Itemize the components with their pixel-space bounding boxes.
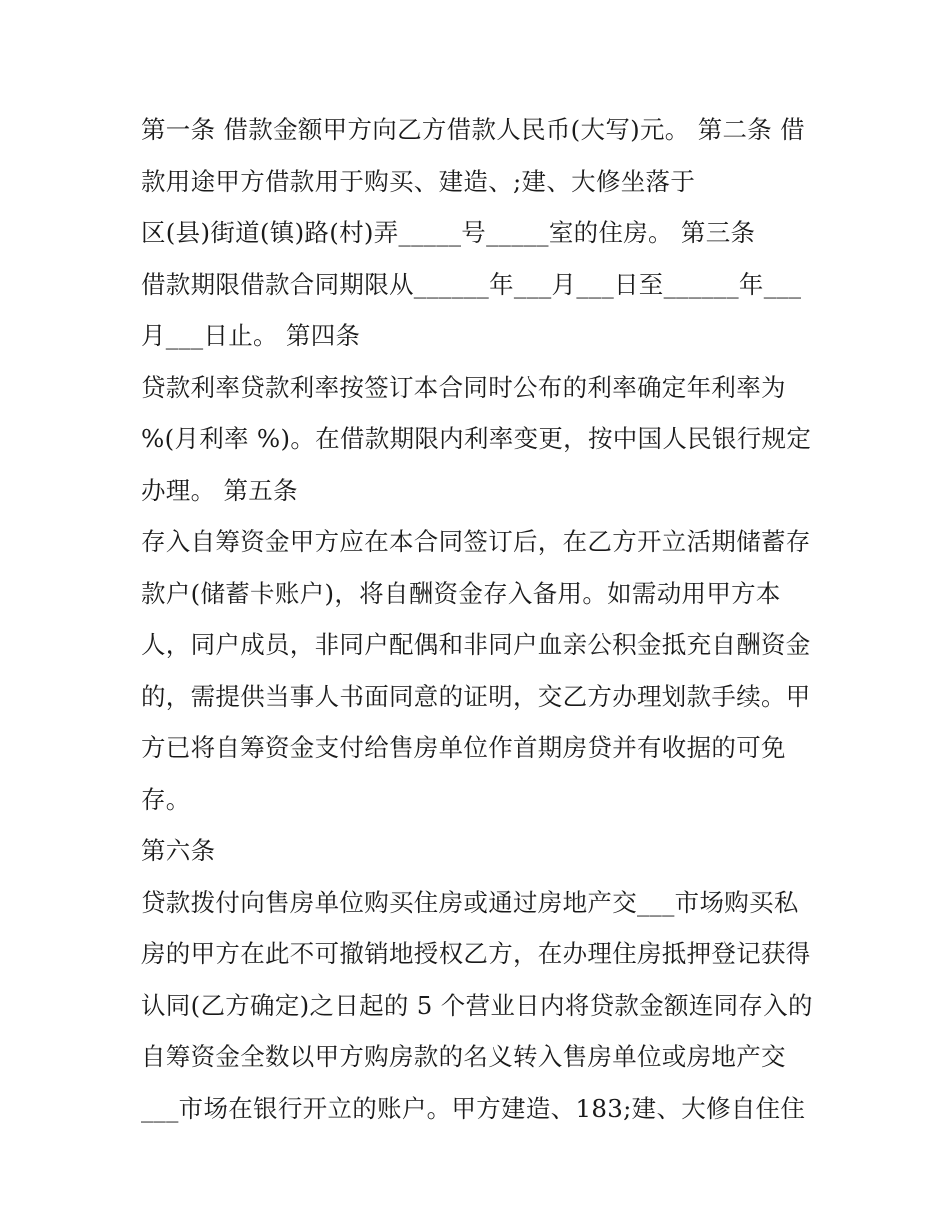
text-line: 方已将自筹资金支付给售房单位作首期房贷并有收据的可免 — [141, 733, 786, 762]
text-line: 贷款利率贷款利率按签订本合同时公布的利率确定年利率为 — [141, 372, 786, 402]
text-line: 存。 — [141, 784, 191, 814]
text-line: 第一条 借款金额甲方向乙方借款人民币(大写)元。 第二条 借 — [141, 115, 805, 144]
text-line: 款户(储蓄卡账户)，将自酬资金存入备用。如需动用甲方本 — [141, 578, 781, 608]
text-line: 人，同户成员，非同户配偶和非同户血亲公积金抵充自酬资金 — [141, 630, 811, 659]
text-line: 自筹资金全数以甲方购房款的名义转入售房单位或房地产交 — [141, 1042, 786, 1071]
text-line: %(月利率 %)。在借款期限内利率变更，按中国人民银行规定 — [141, 424, 812, 453]
text-line: 月___日止。 第四条 — [141, 321, 361, 350]
text-line: 借款期限借款合同期限从______年___月___日至______年___ — [141, 269, 802, 299]
text-line: 的，需提供当事人书面同意的证明，交乙方办理划款手续。甲 — [141, 681, 811, 711]
text-line: 房的甲方在此不可撤销地授权乙方，在办理住房抵押登记获得 — [141, 939, 811, 968]
text-line: 办理。 第五条 — [141, 475, 298, 505]
text-line: ___市场在银行开立的账户。甲方建造、183;建、大修自住住 — [141, 1093, 806, 1123]
text-line: 第六条 — [141, 836, 216, 865]
text-line: 认同(乙方确定)之日起的 5 个营业日内将贷款金额连同存入的 — [141, 990, 813, 1020]
text-line: 存入自筹资金甲方应在本合同签订后，在乙方开立活期储蓄存 — [141, 527, 811, 556]
document-body — [141, 108, 821, 1138]
text-line: 区(县)街道(镇)路(村)弄_____号_____室的住房。 第三条 — [141, 218, 756, 247]
text-line: 贷款拨付向售房单位购买住房或通过房地产交___市场购买私 — [141, 887, 799, 917]
text-line: 款用途甲方借款用于购买、建造、;建、大修坐落于 — [141, 166, 696, 196]
